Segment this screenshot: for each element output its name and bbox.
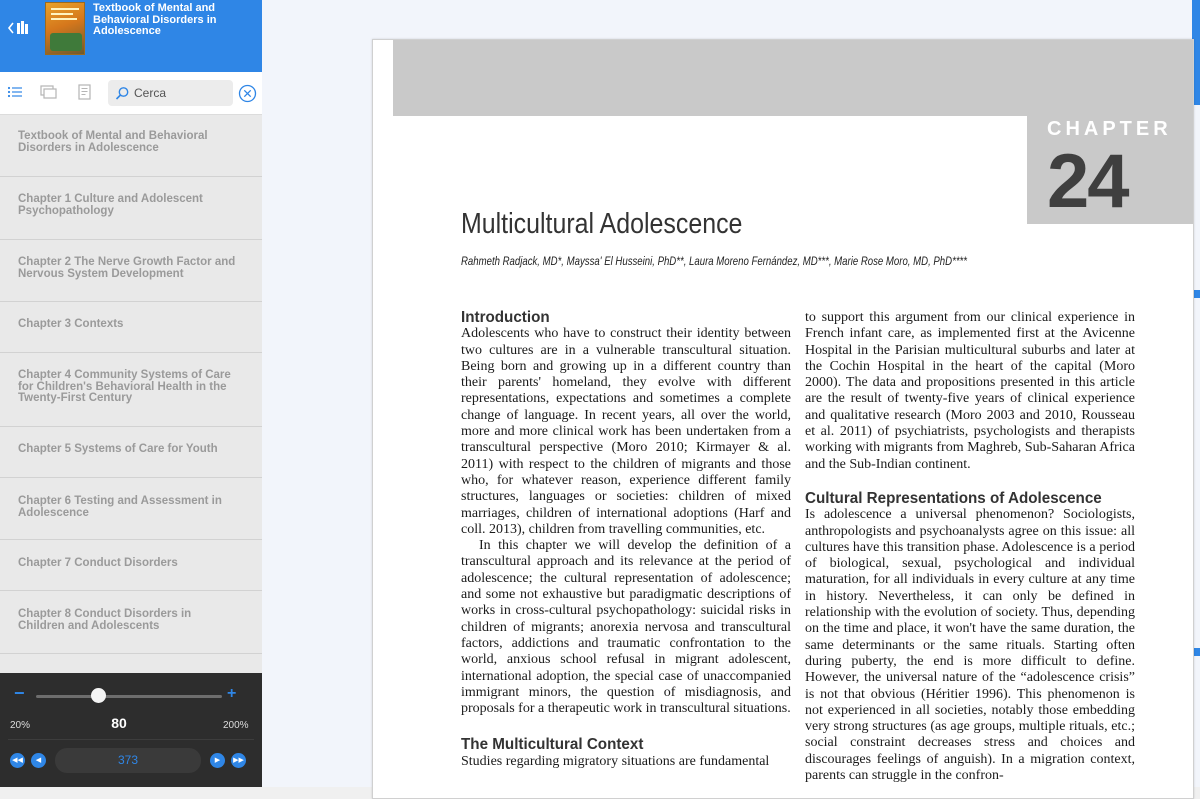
paragraph: Studies regarding migratory situations are fundamental (461, 753, 770, 769)
zoom-min-label: 20% (10, 720, 31, 731)
toc-item-label: Chapter 5 Systems of Care for Youth (18, 443, 218, 455)
divider (8, 739, 254, 740)
paragraph: In this chapter we will develop the definition of a transcultural approach and its relevance at the period of adolescence; the cultural representation of adolescence; and some not exhaustive but paradigmatic descriptions of works in cross-cultural psychopathology: suicidal risks in children of migrants; anorexia nervosa and transcultural factors, addictions and traumatic confrontation to the world, anxious school refusal in migrant adolescent, international adoption, the special case of unaccompanied immigrant minors, the question of misdiagnosis, and proposals for a therapeutic work in transcultural situations. (461, 538, 791, 717)
toc-item[interactable] (0, 115, 262, 177)
page-number-field[interactable]: 373 (55, 748, 201, 773)
toc-item[interactable] (0, 540, 262, 591)
toc-item[interactable] (0, 302, 262, 353)
toc-item-label: Chapter 2 The Nerve Growth Factor and Nervous System Development (18, 256, 236, 280)
paragraph: Adolescents who have to construct their identity between two cultures are in a vulnerable transcultural situation. Being born and growing up in a different country than their parents' homeland, they evolve with different representations, expectations and sometimes a complete change of language. In recent years, all over the world, more and more clinical work has been undertaken from a transcultural perspective (Moro 2010; Kirmayer & al. 2011) with respect to the children of migrants and those who, for whatever reason, experience different family structures, languages or societies: children of mixed marriages, children of international adoptions (Harf and coll. 2013), children from travelling communities, etc. (461, 326, 791, 537)
toc-item[interactable] (0, 427, 262, 478)
clear-search-icon[interactable] (238, 84, 257, 103)
page-header-band (393, 40, 1194, 116)
chapter-authors: Rahmeth Radjack, MD*, Mayssa' El Husseini, PhD**, Laura Moreno Fernández, MD***, Marie Rose Moro, MD, PhD**** (461, 254, 968, 268)
toc-item-label: Chapter 3 Contexts (18, 318, 124, 330)
toc-item[interactable] (0, 478, 262, 540)
paragraph: to support this argument from our clinical experience in French infant care, as implemented first at the Avicenne Hospital in the Parisian multicultural suburbs and later at the Cochin Hospital in the heart of the capital (Moro 2000). The data and propositions presented in this article are the result of twenty-five years of clinical experience and qualitative research (Moro 2003 and 2010, Rousseau et al. 2011) of psychiatrists, psychologists and therapists working with migrants from Maghreb, Sub-Saharan Africa and the Sub-Indian continent. (805, 310, 1135, 472)
chapter-box (1027, 116, 1194, 224)
search-box[interactable] (108, 80, 233, 106)
search-input[interactable] (134, 85, 229, 101)
table-of-contents (0, 115, 262, 673)
toc-item-label: Chapter 8 Conduct Disorders in Children and Adolescents (18, 608, 192, 632)
book-cover-image (45, 2, 85, 55)
book-title: Textbook of Mental and Behavioral Disorders in Adolescence (93, 2, 217, 37)
toc-item-label: Chapter 1 Culture and Adolescent Psychopathology (18, 193, 203, 217)
toc-item[interactable] (0, 240, 262, 302)
book-header (0, 0, 262, 72)
toc-item[interactable] (0, 591, 262, 654)
left-column (461, 310, 791, 770)
section-heading: Introduction (461, 309, 550, 326)
zoom-slider[interactable] (36, 695, 222, 698)
toc-item-label: Chapter 6 Testing and Assessment in Adolescence (18, 495, 222, 519)
first-page-icon[interactable]: ◀◀ (10, 753, 25, 768)
toc-item-label: Textbook of Mental and Behavioral Disorders in Adolescence (18, 130, 208, 154)
sidebar-toolbar (0, 72, 262, 115)
search-icon (115, 86, 130, 101)
toc-item-label: Chapter 7 Conduct Disorders (18, 557, 178, 569)
reader-controls (0, 673, 262, 787)
back-to-library-icon[interactable] (4, 17, 30, 39)
document-page (372, 39, 1194, 799)
previous-page-icon[interactable]: ◀ (31, 753, 46, 768)
right-column (805, 310, 1135, 784)
toc-list-icon[interactable] (7, 84, 27, 102)
chapter-number: 24 (1047, 139, 1128, 224)
zoom-in-button[interactable]: + (227, 685, 237, 702)
zoom-value: 80 (111, 715, 127, 731)
toc-item[interactable] (0, 353, 262, 427)
toc-item-label: Chapter 4 Community Systems of Care for Children's Behavioral Health in the Twenty-First Century (18, 369, 231, 404)
chapter-label: CHAPTER (1047, 118, 1172, 140)
zoom-out-button[interactable]: − (14, 683, 25, 703)
section-heading: Cultural Representations of Adolescence (805, 489, 1102, 507)
last-page-icon[interactable]: ▶▶ (231, 753, 246, 768)
section-heading: The Multicultural Context (461, 736, 644, 754)
chapter-title: Multicultural Adolescence (461, 208, 743, 240)
zoom-slider-thumb[interactable] (91, 688, 106, 703)
notes-icon[interactable] (76, 84, 96, 102)
zoom-max-label: 200% (223, 720, 249, 731)
sidebar (0, 0, 262, 787)
next-page-icon[interactable]: ▶ (210, 753, 225, 768)
toc-item[interactable] (0, 177, 262, 240)
paragraph: Is adolescence a universal phenomenon? Sociologists, anthropologists and psychoanalysts agree on this issue: all cultures have this transition phase. Adolescence is a period of biological, sexual, psychological and individual maturation, for all individuals in every culture at any time in history. Nevertheless, it can only be defined in relationship with the evolution of society. Thus, depending on the time and place, it won't have the same duration, the same determinants or the same rituals. Starting often during puberty, the end is more difficult to define. However, the universal nature of the “adolescence crisis” is not that obvious (Héritier 1996). This phenomenon is not experienced in all societies, notably those embedding very strong structures (as age groups, multiple rituals, etc.; social constraint decreases stress and choices and discourages feelings of anguish). In a migration context, parents can struggle in the confron- (805, 507, 1135, 784)
thumbnails-icon[interactable] (40, 84, 60, 102)
